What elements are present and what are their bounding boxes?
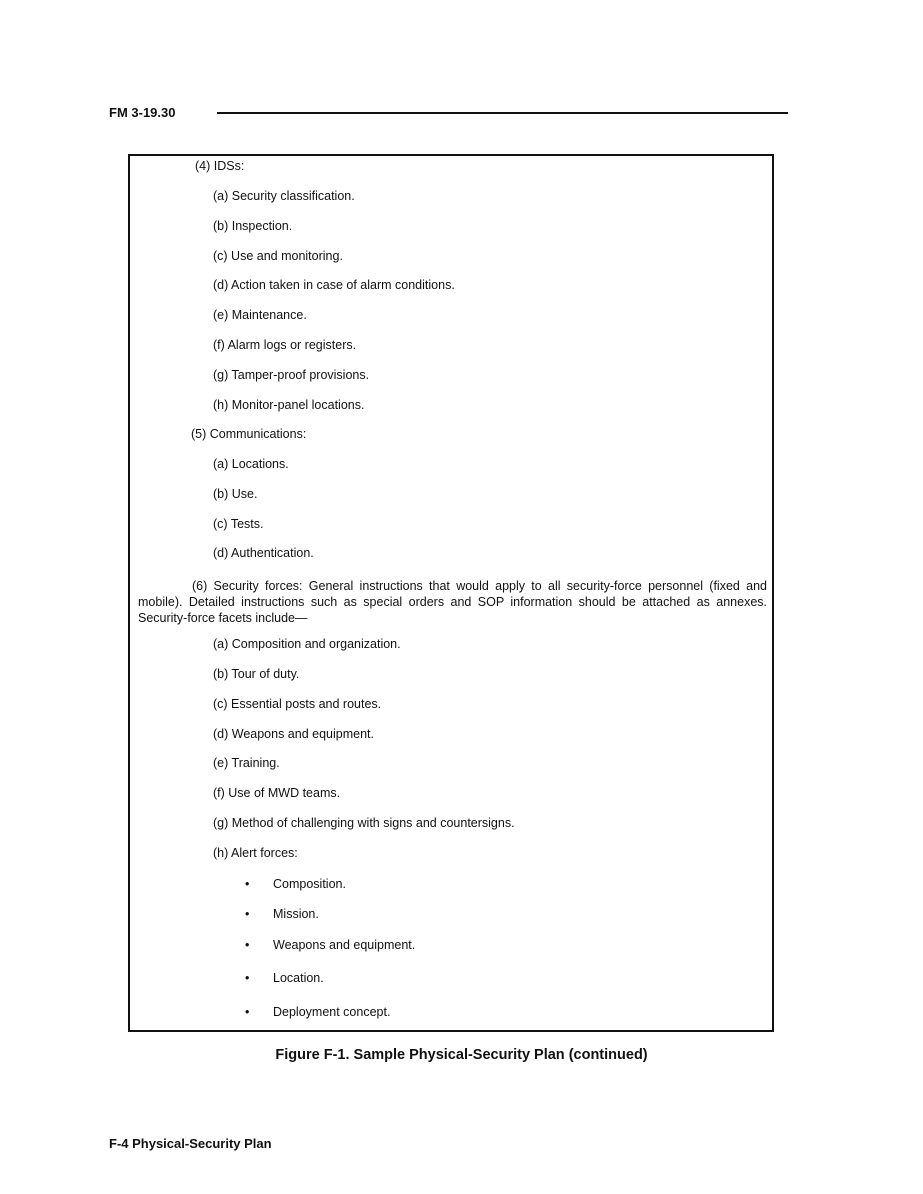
figure-box [128,154,774,1032]
alert-force-bullet: Weapons and equipment. [273,938,416,952]
ids-heading: (4) IDSs: [195,159,245,173]
communications-heading: (5) Communications: [191,427,307,441]
communications-item: (c) Tests. [213,517,264,531]
ids-item: (b) Inspection. [213,219,293,233]
ids-item: (e) Maintenance. [213,308,307,322]
bullet-icon: • [245,938,250,952]
ids-item: (a) Security classification. [213,189,355,203]
ids-item: (d) Action taken in case of alarm conditions. [213,278,455,292]
alert-force-bullet: Mission. [273,907,319,921]
security-forces-item: (h) Alert forces: [213,846,298,860]
security-forces-item: (a) Composition and organization. [213,637,401,651]
bullet-icon: • [245,877,250,891]
communications-item: (b) Use. [213,487,258,501]
security-forces-item: (d) Weapons and equipment. [213,727,374,741]
bullet-icon: • [245,907,250,921]
alert-force-bullet: Deployment concept. [273,1005,391,1019]
alert-force-bullet: Location. [273,971,324,985]
document-id: FM 3-19.30 [109,105,176,120]
communications-item: (a) Locations. [213,457,289,471]
security-forces-item: (g) Method of challenging with signs and countersigns. [213,816,515,830]
bullet-icon: • [245,971,250,985]
alert-force-bullet: Composition. [273,877,346,891]
ids-item: (f) Alarm logs or registers. [213,338,357,352]
page-footer: F-4 Physical-Security Plan [109,1136,272,1151]
security-forces-item: (b) Tour of duty. [213,667,300,681]
ids-item: (h) Monitor-panel locations. [213,398,365,412]
ids-item: (g) Tamper-proof provisions. [213,368,370,382]
security-forces-item: (f) Use of MWD teams. [213,786,341,800]
ids-item: (c) Use and monitoring. [213,249,343,263]
security-forces-item: (e) Training. [213,756,280,770]
header-rule [217,112,788,114]
bullet-icon: • [245,1005,250,1019]
figure-caption: Figure F-1. Sample Physical-Security Plan (continued) [275,1047,648,1063]
security-forces-item: (c) Essential posts and routes. [213,697,382,711]
security-forces-paragraph: (6) Security forces: General instructions that would apply to all security-force personnel (fixed and mobile). Detailed instructions such as special orders and SOP information should be attached as annexes. Security-force facets include— [138,579,767,625]
communications-item: (d) Authentication. [213,546,314,560]
